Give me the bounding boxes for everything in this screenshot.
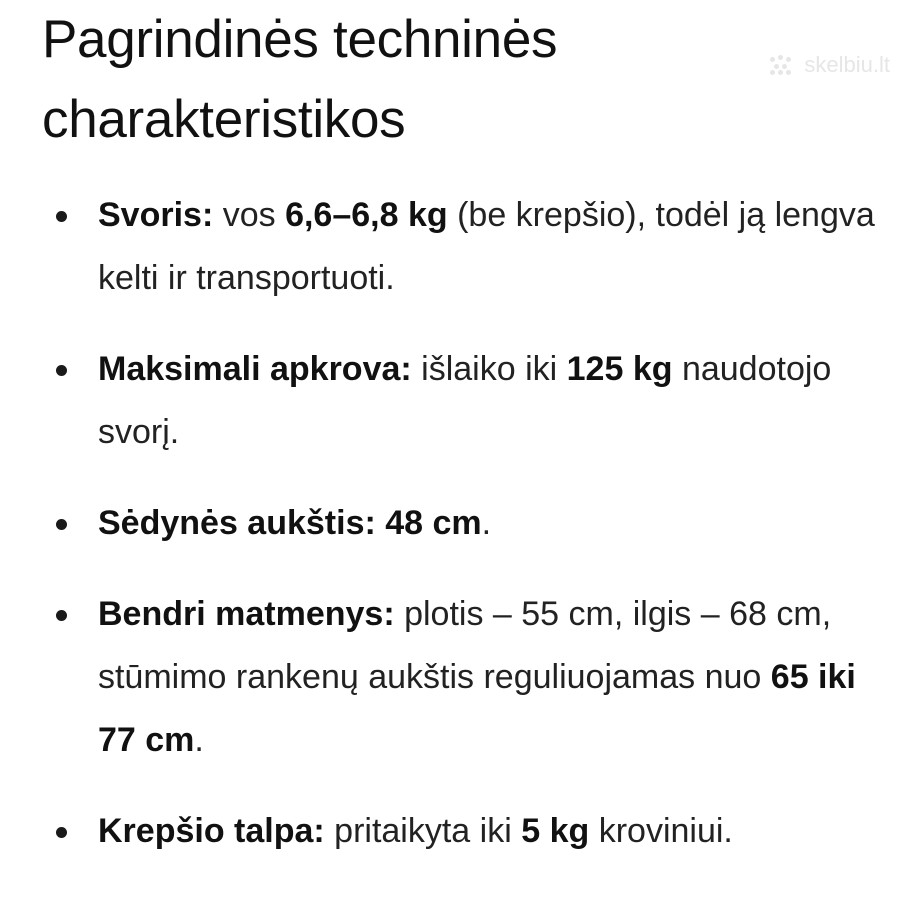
spec-text: išlaiko iki <box>411 350 567 388</box>
bullet-icon <box>56 365 67 376</box>
watermark <box>770 52 890 78</box>
spec-text: plotis – 55 cm, ilgis – 68 cm, stūmimo rankenų aukštis reguliuojamas nuo <box>98 595 832 696</box>
bullet-icon <box>56 610 67 621</box>
watermark-text: skelbiu.lt <box>804 52 890 77</box>
spec-label: Sėdynės aukštis: <box>98 504 376 542</box>
spec-label: Maksimali apkrova: <box>98 350 412 388</box>
spec-item-seat-height <box>0 492 916 555</box>
bullet-icon <box>56 827 67 838</box>
spec-item-weight <box>0 184 916 310</box>
spec-text: (be krepšio), todėl ją lengva kelti ir transportuoti. <box>98 196 875 297</box>
spec-text <box>376 504 385 542</box>
spec-text: vos <box>213 196 286 234</box>
spec-text: . <box>194 721 204 759</box>
spec-text: naudotojo svorį. <box>98 350 832 451</box>
spec-value: 6,6–6,8 kg <box>285 196 448 234</box>
dots-logo-icon <box>770 55 798 75</box>
spec-list <box>0 184 916 891</box>
spec-text: kroviniui. <box>589 812 733 850</box>
spec-text: . <box>481 504 492 542</box>
spec-item-dimensions <box>0 583 916 772</box>
spec-value: 48 cm <box>385 504 482 542</box>
bullet-icon <box>56 519 67 530</box>
spec-value: 125 kg <box>566 350 673 388</box>
spec-label: Krepšio talpa: <box>98 812 325 850</box>
spec-label: Bendri matmenys: <box>98 595 395 633</box>
spec-value: 5 kg <box>521 812 590 850</box>
page-title: Pagrindinės techninės charakteristikos <box>42 10 558 149</box>
spec-item-basket-capacity <box>0 800 916 863</box>
spec-item-max-load <box>0 338 916 464</box>
bullet-icon <box>56 211 67 222</box>
spec-text: pritaikyta iki <box>324 812 522 850</box>
spec-label: Svoris: <box>98 196 214 234</box>
spec-value: 65 iki 77 cm <box>98 658 856 759</box>
